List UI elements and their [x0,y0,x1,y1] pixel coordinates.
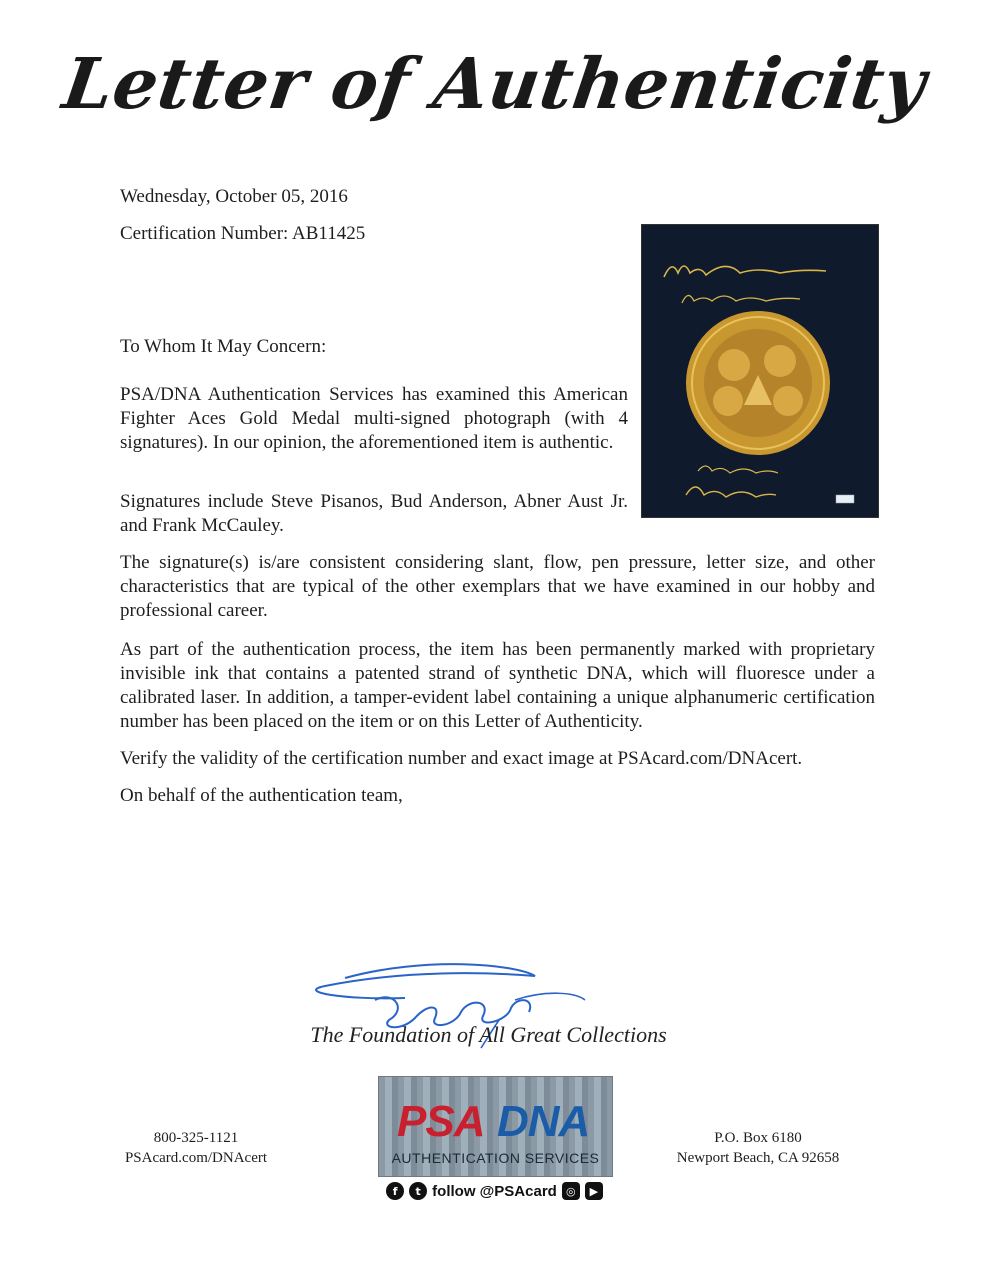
twitter-icon: t [409,1182,427,1200]
signed-medal-photo [641,224,879,518]
certification-number: Certification Number: AB11425 [120,223,366,244]
instagram-icon: ◎ [562,1182,580,1200]
contact-phone-web [120,1128,272,1168]
letter-title [0,28,989,138]
salutation: To Whom It May Concern: [120,336,327,357]
logo-subtitle: AUTHENTICATION SERVICES [391,1150,600,1166]
paragraph-verify: Verify the validity of the certification number and exact image at PSAcard.com/DNAcert. [120,748,803,769]
website: PSAcard.com/DNAcert [124,1150,268,1166]
follow-text: follow @PSAcard [432,1182,557,1200]
letter-date: Wednesday, October 05, 2016 [120,186,348,207]
social-follow [378,1178,611,1204]
contact-address [658,1128,858,1168]
logo-psa: PSA [397,1097,485,1146]
logo-dna: DNA [497,1097,590,1146]
psa-dna-logo [378,1076,613,1177]
city-state-zip: Newport Beach, CA 92658 [676,1150,840,1166]
paragraph-examination: PSA/DNA Authentication Services has examined this American Fighter Aces Gold Medal multi-signed photograph (with 4 signatures). In our opinion, the aforementioned item is authentic. [120,384,628,453]
facebook-icon: f [386,1182,404,1200]
paragraph-signatures: Signatures include Steve Pisanos, Bud Anderson, Abner Aust Jr. and Frank McCauley. [120,491,628,536]
po-box: P.O. Box 6180 [714,1130,802,1146]
tagline-text: The Foundation of All Great Collections [310,1022,667,1047]
paragraph-consistency: The signature(s) is/are consistent considering slant, flow, pen pressure, letter size, and other characteristics that are typical of the other exemplars that we have examined in our hobby and professional career. [120,552,875,621]
paragraph-closing: On behalf of the authentication team, [120,785,403,806]
medal-photo-graphic [642,225,878,517]
paragraph-process: As part of the authentication process, the item has been permanently marked with proprietary invisible ink that contains a patented strand of synthetic DNA, which will fluoresce under a calibrated laser. In addition, a tamper-evident label containing a unique alphanumeric certification number has been placed on the item or on this Letter of Authenticity. [120,639,875,732]
title-text: Letter of Authenticity [57,41,932,125]
youtube-icon: ▶ [585,1182,603,1200]
tagline [0,1022,989,1048]
phone-number: 800-325-1121 [153,1130,239,1146]
